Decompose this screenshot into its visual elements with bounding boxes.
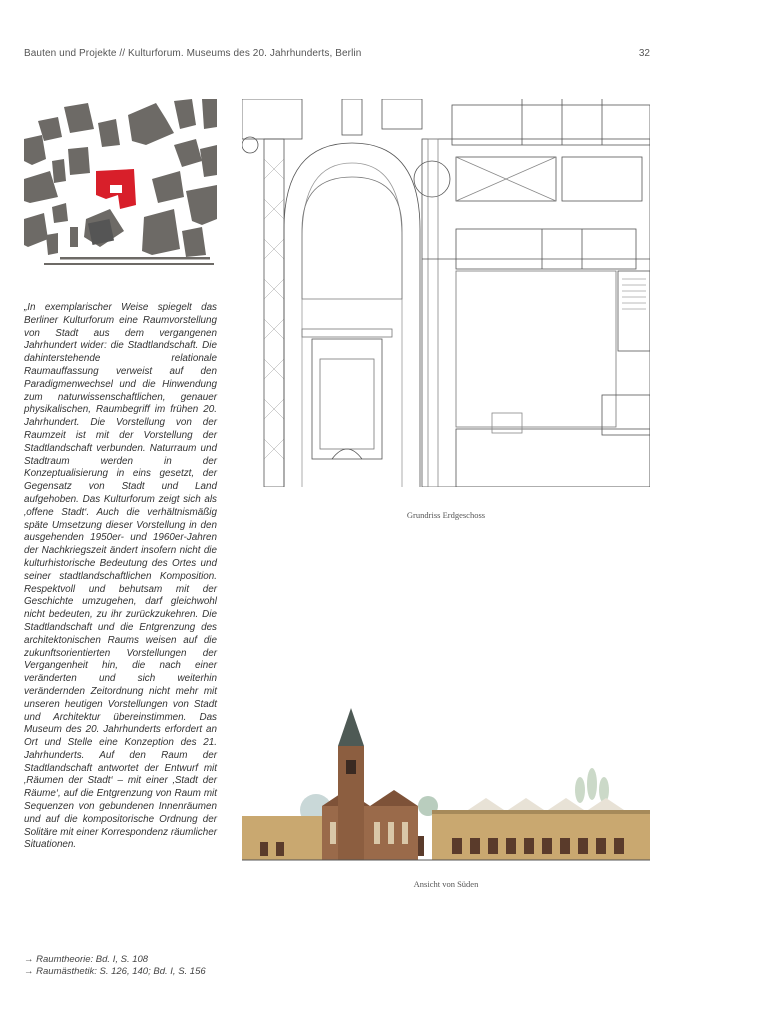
quote-text: „In exemplarischer Weise spiegelt das Berliner Kulturforum eine Raumvorstellung von Stadt aus dem vergangenen Jahrhundert wider: die Stadtlandschaft. Die dahinterstehende relationale Raumauffassung verweist auf den Paradigmenwechsel und die Hinwendung zum naturwissenschaftlichen, genauer physikalischen, Raumbegriff im frühen 20. Jahrhundert. Die Vorstellung von der Raumzeit ist mit der Vorstellung der Stadtlandschaft verbunden. Naturraum und Stadtraum werden in der Konzeptualisierung in eins gesetzt, der Gegensatz von Stadt und Land aufgehoben. Das Kulturforum zeigt sich als ‚offene Stadt‘. Auch die verhältnismäßig späte Umsetzung dieser Vorstellung in den ausgehenden 1950er- und 1960er-Jahren der Nachkriegszeit ändert insofern nicht die kulturhistorische Bedeutung des Ortes und seiner stadtlandschaftlichen Komposition. Respektvoll und behutsam mit der Geschichte umzugehen, darf gleichwohl nicht bedeuten, zu ihr zurückzukehren. Die Stadtlandschaft und die Entgrenzung des architektonischen Raums weisen auf die zukunftsorientierten Vorstellungen der Vergangenheit hin, die nach einer veränderten und sich weiterhin verändernden Zeitordnung nicht mehr mit unseren heutigen Vorstellungen von Stadt und Architektur übereinstimmen. Das Museum des 20. Jahrhunderts erfordert an Ort und Stelle eine Konzeption des 21. Jahrhunderts. Auf den Raum der Stadtlandschaft antwortet der Entwurf mit ‚Räumen der Stadt‘ – mit einer ‚Stadt der Räume‘, auf die Entgrenzung von Raum mit Sequenzen von gebundenen Innenräumen und auf die kompositorische Ordnung der Solitäre mit einer Korrespondenz räumlicher Situationen. — [24, 302, 217, 851]
floor-plan-figure — [242, 99, 650, 487]
floor-plan-caption: Grundriss Erdgeschoss — [406, 510, 486, 520]
elevation-figure — [242, 706, 650, 862]
running-header: Bauten und Projekte // Kulturforum. Museums des 20. Jahrhunderts, Berlin — [24, 48, 362, 59]
reference-link[interactable]: → Raumtheorie: Bd. I, S. 108 — [24, 954, 149, 965]
reference-link[interactable]: → Raumästhetik: S. 126, 140; Bd. I, S. 156 — [24, 966, 206, 977]
page-number: 32 — [638, 48, 650, 59]
cross-references — [24, 954, 206, 978]
site-plan-figure — [24, 99, 217, 267]
elevation-caption: Ansicht von Süden — [413, 879, 479, 889]
